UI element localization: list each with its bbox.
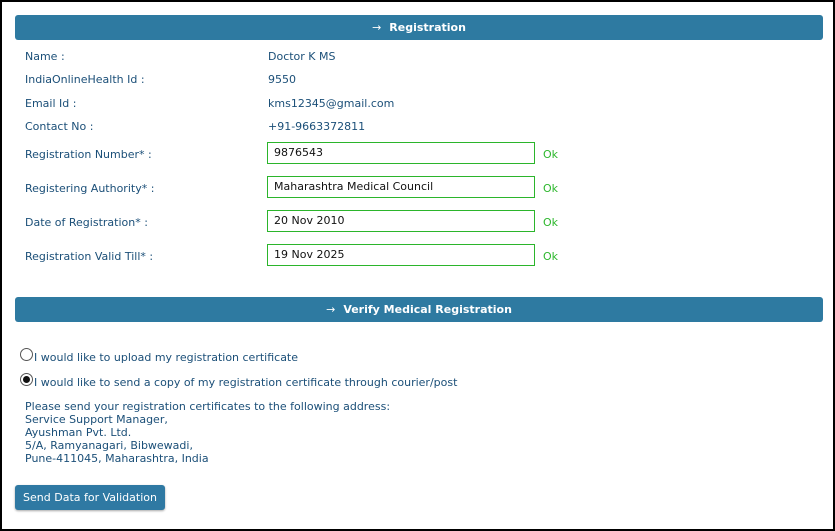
registration-header	[15, 15, 823, 40]
reg-number-label: Registration Number* :	[25, 148, 152, 161]
address-intro: Please send your registration certificates to the following address:	[25, 400, 391, 413]
verify-header-title: Verify Medical Registration	[343, 303, 512, 316]
address-line3: 5/A, Ramyanagari, Bibwewadi,	[25, 439, 193, 452]
name-value: Doctor K MS	[268, 50, 336, 63]
upload-option-label[interactable]: I would like to upload my registration certificate	[34, 351, 299, 364]
valid-till-input[interactable]	[267, 244, 535, 266]
authority-label: Registering Authority* :	[25, 182, 155, 195]
valid-till-label: Registration Valid Till* :	[25, 250, 154, 263]
reg-number-input[interactable]	[267, 142, 535, 164]
address-line1: Service Support Manager,	[25, 413, 168, 426]
send-data-button[interactable]: Send Data for Validation	[15, 485, 165, 510]
address-block	[25, 400, 390, 465]
authority-status: Ok	[543, 182, 559, 195]
id-label: IndiaOnlineHealth Id :	[25, 73, 145, 86]
contact-label: Contact No :	[25, 120, 94, 133]
courier-radio[interactable]	[20, 373, 33, 386]
arrow-right-icon: →	[326, 303, 336, 316]
address-line4: Pune-411045, Maharashtra, India	[25, 452, 209, 465]
reg-number-status: Ok	[543, 148, 559, 161]
email-value: kms12345@gmail.com	[268, 97, 395, 110]
registration-header-title: Registration	[389, 21, 466, 34]
verify-header	[15, 297, 823, 322]
reg-date-label: Date of Registration* :	[25, 216, 148, 229]
reg-date-input[interactable]	[267, 210, 535, 232]
upload-radio[interactable]	[20, 348, 33, 361]
address-line2: Ayushman Pvt. Ltd.	[25, 426, 132, 439]
email-label: Email Id :	[25, 97, 77, 110]
contact-value: +91-9663372811	[268, 120, 366, 133]
valid-till-status: Ok	[543, 250, 559, 263]
courier-option-label[interactable]: I would like to send a copy of my registration certificate through courier/post	[34, 376, 458, 389]
name-label: Name :	[25, 50, 65, 63]
authority-input[interactable]	[267, 176, 535, 198]
id-value: 9550	[268, 73, 296, 86]
reg-date-status: Ok	[543, 216, 559, 229]
arrow-right-icon: →	[372, 21, 382, 34]
